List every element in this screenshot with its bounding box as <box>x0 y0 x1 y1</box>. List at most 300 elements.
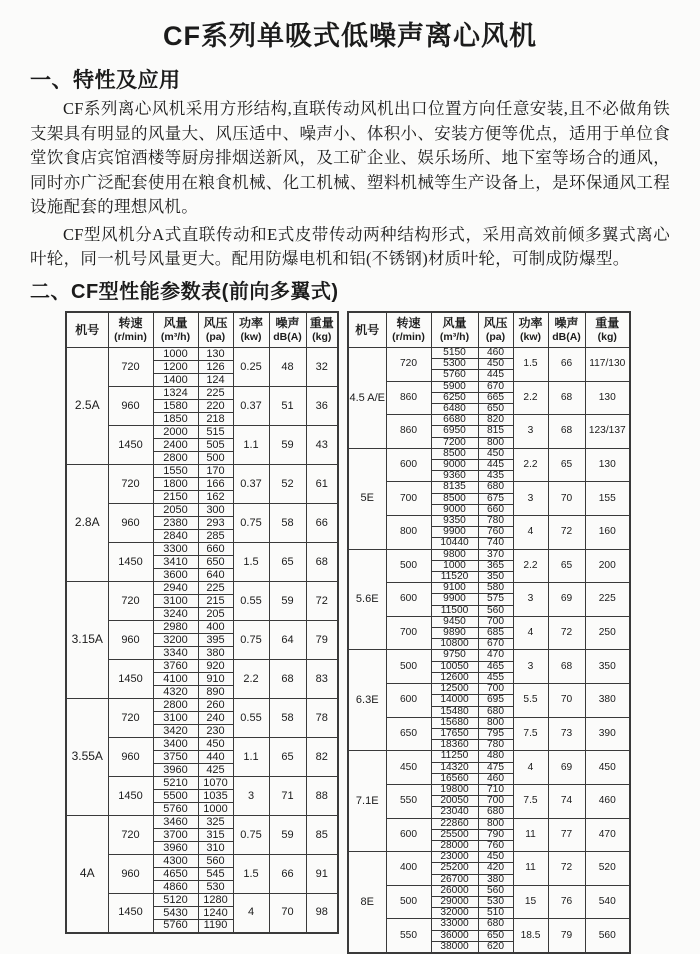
cell-pressure: 365 <box>478 560 513 571</box>
cell-flow: 3750 <box>153 751 198 764</box>
cell-weight: 380 <box>585 684 630 718</box>
cell-pressure: 325 <box>198 816 233 829</box>
cell-pressure: 665 <box>478 392 513 403</box>
cell-pressure: 380 <box>198 647 233 660</box>
cell-speed: 860 <box>386 381 431 415</box>
cell-speed: 450 <box>386 751 431 785</box>
cell-pressure: 450 <box>478 852 513 863</box>
column-header: 重量 (kg) <box>306 312 338 348</box>
cell-flow: 3600 <box>153 569 198 582</box>
cell-weight: 78 <box>306 699 338 738</box>
cell-power: 11 <box>513 818 548 852</box>
cell-noise: 69 <box>548 751 585 785</box>
cell-weight: 520 <box>585 852 630 886</box>
cell-pressure: 218 <box>198 413 233 426</box>
cell-flow: 5210 <box>153 777 198 790</box>
cell-noise: 68 <box>548 381 585 415</box>
cell-power: 1.1 <box>233 426 269 465</box>
cell-pressure: 580 <box>478 583 513 594</box>
cell-flow: 25200 <box>431 863 478 874</box>
cell-model: 4.5 A/E <box>348 348 386 449</box>
cell-pressure: 560 <box>478 885 513 896</box>
cell-flow: 3300 <box>153 543 198 556</box>
cell-pressure: 500 <box>198 452 233 465</box>
cell-weight: 350 <box>585 650 630 684</box>
cell-flow: 38000 <box>431 941 478 953</box>
column-header: 噪声 dB(A) <box>269 312 306 348</box>
cell-pressure: 800 <box>478 437 513 448</box>
cell-power: 2.2 <box>513 549 548 583</box>
cell-flow: 12600 <box>431 672 478 683</box>
cell-flow: 20050 <box>431 796 478 807</box>
cell-flow: 28000 <box>431 840 478 851</box>
cell-speed: 720 <box>386 348 431 382</box>
table-row <box>348 751 630 762</box>
cell-flow: 1400 <box>153 374 198 387</box>
cell-weight: 390 <box>585 717 630 751</box>
cell-flow: 2800 <box>153 452 198 465</box>
cell-weight: 250 <box>585 616 630 650</box>
cell-power: 2.2 <box>513 381 548 415</box>
cell-noise: 59 <box>269 426 306 465</box>
cell-pressure: 780 <box>478 516 513 527</box>
cell-flow: 9000 <box>431 504 478 515</box>
cell-speed: 960 <box>108 738 153 777</box>
cell-flow: 5120 <box>153 894 198 907</box>
cell-flow: 5760 <box>153 803 198 816</box>
section-heading-performance-table: 二、CF型性能参数表(前向多翼式) <box>30 280 339 303</box>
cell-pressure: 400 <box>198 621 233 634</box>
cell-weight: 32 <box>306 348 338 387</box>
cell-power: 7.5 <box>513 784 548 818</box>
cell-pressure: 440 <box>198 751 233 764</box>
table-header-row <box>348 312 630 348</box>
cell-flow: 9750 <box>431 650 478 661</box>
cell-speed: 960 <box>108 387 153 426</box>
cell-pressure: 170 <box>198 465 233 478</box>
cell-pressure: 560 <box>478 605 513 616</box>
cell-pressure: 545 <box>198 868 233 881</box>
performance-table-left <box>65 311 339 934</box>
cell-power: 15 <box>513 885 548 919</box>
cell-pressure: 505 <box>198 439 233 452</box>
table-row <box>348 583 630 594</box>
cell-flow: 12500 <box>431 684 478 695</box>
table-row <box>66 465 338 478</box>
column-header: 风量 (m³/h) <box>431 312 478 348</box>
cell-flow: 5900 <box>431 381 478 392</box>
page-title: CF系列单吸式低噪声离心风机 <box>163 21 537 51</box>
cell-pressure: 640 <box>198 569 233 582</box>
cell-model: 8E <box>348 852 386 953</box>
cell-flow: 7200 <box>431 437 478 448</box>
table-row <box>348 717 630 728</box>
cell-flow: 9450 <box>431 616 478 627</box>
cell-weight: 43 <box>306 426 338 465</box>
table-header-row <box>66 312 338 348</box>
cell-power: 7.5 <box>513 717 548 751</box>
cell-flow: 3100 <box>153 595 198 608</box>
cell-pressure: 1240 <box>198 907 233 920</box>
cell-flow: 1324 <box>153 387 198 400</box>
cell-pressure: 650 <box>478 404 513 415</box>
cell-pressure: 455 <box>478 672 513 683</box>
column-header: 风压 (pa) <box>478 312 513 348</box>
cell-power: 0.55 <box>233 699 269 738</box>
cell-flow: 6480 <box>431 404 478 415</box>
cell-model: 2.5A <box>66 348 108 465</box>
cell-pressure: 1190 <box>198 920 233 933</box>
cell-pressure: 420 <box>478 863 513 874</box>
table-row <box>348 348 630 359</box>
cell-flow: 9350 <box>431 516 478 527</box>
cell-noise: 70 <box>548 684 585 718</box>
cell-weight: 36 <box>306 387 338 426</box>
cell-pressure: 435 <box>478 471 513 482</box>
column-header: 重量 (kg) <box>585 312 630 348</box>
cell-model: 4A <box>66 816 108 933</box>
cell-flow: 4320 <box>153 686 198 699</box>
cell-pressure: 480 <box>478 751 513 762</box>
cell-speed: 1450 <box>108 426 153 465</box>
cell-flow: 9000 <box>431 460 478 471</box>
cell-speed: 720 <box>108 348 153 387</box>
cell-weight: 450 <box>585 751 630 785</box>
cell-pressure: 620 <box>478 941 513 953</box>
cell-pressure: 450 <box>478 359 513 370</box>
cell-pressure: 650 <box>478 930 513 941</box>
cell-noise: 65 <box>548 549 585 583</box>
cell-speed: 720 <box>108 816 153 855</box>
cell-pressure: 920 <box>198 660 233 673</box>
cell-pressure: 460 <box>478 773 513 784</box>
cell-flow: 3340 <box>153 647 198 660</box>
cell-flow: 2150 <box>153 491 198 504</box>
cell-pressure: 530 <box>198 881 233 894</box>
cell-power: 0.55 <box>233 582 269 621</box>
cell-pressure: 700 <box>478 796 513 807</box>
cell-flow: 15680 <box>431 717 478 728</box>
cell-flow: 8500 <box>431 493 478 504</box>
cell-pressure: 220 <box>198 400 233 413</box>
cell-noise: 68 <box>269 660 306 699</box>
cell-pressure: 680 <box>478 919 513 930</box>
column-header: 风压 (pa) <box>198 312 233 348</box>
cell-pressure: 800 <box>478 717 513 728</box>
cell-flow: 8135 <box>431 482 478 493</box>
cell-speed: 600 <box>386 684 431 718</box>
cell-noise: 58 <box>269 504 306 543</box>
column-header: 噪声 dB(A) <box>548 312 585 348</box>
cell-weight: 123/137 <box>585 415 630 449</box>
cell-noise: 73 <box>548 717 585 751</box>
column-header: 风量 (m³/h) <box>153 312 198 348</box>
cell-weight: 117/130 <box>585 348 630 382</box>
cell-noise: 68 <box>548 650 585 684</box>
cell-flow: 6680 <box>431 415 478 426</box>
cell-flow: 9900 <box>431 527 478 538</box>
cell-pressure: 225 <box>198 387 233 400</box>
cell-flow: 10050 <box>431 661 478 672</box>
cell-flow: 2840 <box>153 530 198 543</box>
features-paragraph-1: CF系列离心风机采用方形结构,直联传动风机出口位置方向任意安装,且不必做角铁支架具有明显的风量大、风压适中、噪声小、体积小、安装方便等优点，适用于单位食堂饮食店宾馆酒楼等厨房排烟送新风，及工矿企业、娱乐场所、地下室等场合的通风，同时亦广泛配套使用在粮食机械、化工机械、塑料机械等生产设备上，是环保通风工程设施配套的理想风机。 <box>30 99 670 216</box>
cell-speed: 550 <box>386 919 431 953</box>
table-row <box>348 516 630 527</box>
cell-noise: 65 <box>548 448 585 482</box>
performance-table-right <box>347 311 631 954</box>
cell-noise: 58 <box>269 699 306 738</box>
cell-noise: 69 <box>548 583 585 617</box>
cell-flow: 9800 <box>431 549 478 560</box>
cell-flow: 8500 <box>431 448 478 459</box>
cell-weight: 91 <box>306 855 338 894</box>
cell-speed: 650 <box>386 717 431 751</box>
cell-pressure: 225 <box>198 582 233 595</box>
cell-pressure: 465 <box>478 661 513 672</box>
cell-pressure: 425 <box>198 764 233 777</box>
cell-power: 0.75 <box>233 621 269 660</box>
cell-pressure: 293 <box>198 517 233 530</box>
cell-pressure: 445 <box>478 370 513 381</box>
table-row <box>66 348 338 361</box>
cell-flow: 6950 <box>431 426 478 437</box>
cell-model: 3.55A <box>66 699 108 816</box>
cell-flow: 5760 <box>431 370 478 381</box>
cell-pressure: 470 <box>478 650 513 661</box>
cell-pressure: 510 <box>478 908 513 919</box>
cell-flow: 9890 <box>431 628 478 639</box>
cell-pressure: 445 <box>478 460 513 471</box>
cell-flow: 4100 <box>153 673 198 686</box>
cell-pressure: 450 <box>478 448 513 459</box>
cell-pressure: 780 <box>478 740 513 751</box>
cell-flow: 3960 <box>153 842 198 855</box>
cell-noise: 71 <box>269 777 306 816</box>
cell-pressure: 475 <box>478 762 513 773</box>
cell-power: 2.2 <box>233 660 269 699</box>
cell-pressure: 575 <box>478 594 513 605</box>
cell-noise: 66 <box>269 855 306 894</box>
cell-speed: 600 <box>386 583 431 617</box>
cell-flow: 2380 <box>153 517 198 530</box>
cell-flow: 10440 <box>431 538 478 549</box>
cell-power: 0.37 <box>233 465 269 504</box>
cell-pressure: 515 <box>198 426 233 439</box>
cell-speed: 400 <box>386 852 431 886</box>
cell-pressure: 790 <box>478 829 513 840</box>
column-header: 转速 (r/min) <box>108 312 153 348</box>
column-header: 功率 (kw) <box>233 312 269 348</box>
cell-model: 5.6E <box>348 549 386 650</box>
cell-model: 3.15A <box>66 582 108 699</box>
cell-flow: 14000 <box>431 695 478 706</box>
cell-flow: 3420 <box>153 725 198 738</box>
table-row <box>348 549 630 560</box>
cell-weight: 85 <box>306 816 338 855</box>
cell-noise: 64 <box>269 621 306 660</box>
cell-pressure: 300 <box>198 504 233 517</box>
cell-flow: 5300 <box>431 359 478 370</box>
cell-power: 1.5 <box>513 348 548 382</box>
cell-noise: 48 <box>269 348 306 387</box>
cell-flow: 9900 <box>431 594 478 605</box>
cell-pressure: 350 <box>478 572 513 583</box>
cell-flow: 6250 <box>431 392 478 403</box>
table-row <box>348 482 630 493</box>
cell-weight: 79 <box>306 621 338 660</box>
cell-flow: 2800 <box>153 699 198 712</box>
table-row <box>348 650 630 661</box>
cell-flow: 3700 <box>153 829 198 842</box>
cell-flow: 2400 <box>153 439 198 452</box>
cell-pressure: 124 <box>198 374 233 387</box>
cell-noise: 59 <box>269 582 306 621</box>
cell-weight: 82 <box>306 738 338 777</box>
table-row <box>66 582 338 595</box>
cell-flow: 26000 <box>431 885 478 896</box>
cell-flow: 29000 <box>431 896 478 907</box>
cell-noise: 74 <box>548 784 585 818</box>
cell-speed: 1450 <box>108 894 153 933</box>
cell-model: 7.1E <box>348 751 386 852</box>
cell-flow: 1580 <box>153 400 198 413</box>
cell-speed: 960 <box>108 855 153 894</box>
cell-speed: 500 <box>386 650 431 684</box>
cell-flow: 9360 <box>431 471 478 482</box>
cell-pressure: 285 <box>198 530 233 543</box>
cell-flow: 1550 <box>153 465 198 478</box>
cell-flow: 3960 <box>153 764 198 777</box>
cell-pressure: 685 <box>478 628 513 639</box>
cell-flow: 1000 <box>431 560 478 571</box>
column-header: 机号 <box>66 312 108 348</box>
cell-pressure: 890 <box>198 686 233 699</box>
cell-power: 0.37 <box>233 387 269 426</box>
cell-pressure: 230 <box>198 725 233 738</box>
cell-power: 3 <box>513 583 548 617</box>
cell-flow: 33000 <box>431 919 478 930</box>
cell-flow: 15480 <box>431 706 478 717</box>
cell-flow: 2000 <box>153 426 198 439</box>
cell-noise: 68 <box>548 415 585 449</box>
cell-speed: 1450 <box>108 660 153 699</box>
cell-flow: 5500 <box>153 790 198 803</box>
table-row <box>348 448 630 459</box>
cell-flow: 3760 <box>153 660 198 673</box>
cell-model: 5E <box>348 448 386 549</box>
cell-flow: 16560 <box>431 773 478 784</box>
cell-pressure: 700 <box>478 684 513 695</box>
cell-power: 3 <box>513 415 548 449</box>
cell-power: 4 <box>513 516 548 550</box>
cell-power: 3 <box>233 777 269 816</box>
cell-model: 6.3E <box>348 650 386 751</box>
cell-pressure: 760 <box>478 840 513 851</box>
cell-pressure: 315 <box>198 829 233 842</box>
cell-power: 4 <box>513 751 548 785</box>
cell-flow: 1850 <box>153 413 198 426</box>
table-row <box>66 699 338 712</box>
cell-flow: 2940 <box>153 582 198 595</box>
cell-power: 3 <box>513 650 548 684</box>
cell-flow: 9100 <box>431 583 478 594</box>
cell-weight: 61 <box>306 465 338 504</box>
cell-speed: 960 <box>108 504 153 543</box>
cell-speed: 700 <box>386 482 431 516</box>
cell-noise: 77 <box>548 818 585 852</box>
column-header: 功率 (kw) <box>513 312 548 348</box>
cell-pressure: 660 <box>478 504 513 515</box>
cell-flow: 3400 <box>153 738 198 751</box>
cell-flow: 5760 <box>153 920 198 933</box>
cell-noise: 79 <box>548 919 585 953</box>
cell-pressure: 1000 <box>198 803 233 816</box>
cell-power: 4 <box>233 894 269 933</box>
cell-weight: 68 <box>306 543 338 582</box>
cell-speed: 700 <box>386 616 431 650</box>
cell-power: 1.5 <box>233 543 269 582</box>
cell-pressure: 760 <box>478 527 513 538</box>
cell-power: 1.1 <box>233 738 269 777</box>
cell-speed: 800 <box>386 516 431 550</box>
cell-flow: 1000 <box>153 348 198 361</box>
cell-noise: 66 <box>548 348 585 382</box>
cell-flow: 11250 <box>431 751 478 762</box>
cell-flow: 4300 <box>153 855 198 868</box>
cell-pressure: 460 <box>478 348 513 359</box>
table-row <box>348 616 630 627</box>
cell-flow: 4650 <box>153 868 198 881</box>
cell-noise: 52 <box>269 465 306 504</box>
cell-pressure: 815 <box>478 426 513 437</box>
cell-power: 18.5 <box>513 919 548 953</box>
cell-flow: 3240 <box>153 608 198 621</box>
cell-pressure: 710 <box>478 784 513 795</box>
cell-flow: 17650 <box>431 728 478 739</box>
table-row <box>348 684 630 695</box>
cell-noise: 76 <box>548 885 585 919</box>
cell-pressure: 215 <box>198 595 233 608</box>
cell-flow: 1200 <box>153 361 198 374</box>
table-row <box>348 415 630 426</box>
cell-noise: 70 <box>269 894 306 933</box>
cell-power: 5.5 <box>513 684 548 718</box>
cell-weight: 540 <box>585 885 630 919</box>
cell-pressure: 660 <box>198 543 233 556</box>
cell-speed: 1450 <box>108 777 153 816</box>
cell-flow: 1800 <box>153 478 198 491</box>
cell-flow: 23000 <box>431 852 478 863</box>
cell-pressure: 740 <box>478 538 513 549</box>
cell-speed: 550 <box>386 784 431 818</box>
cell-flow: 2980 <box>153 621 198 634</box>
cell-flow: 25500 <box>431 829 478 840</box>
cell-pressure: 530 <box>478 896 513 907</box>
cell-power: 0.75 <box>233 504 269 543</box>
cell-weight: 66 <box>306 504 338 543</box>
cell-noise: 72 <box>548 852 585 886</box>
cell-power: 0.25 <box>233 348 269 387</box>
cell-flow: 10800 <box>431 639 478 650</box>
cell-flow: 4860 <box>153 881 198 894</box>
cell-weight: 160 <box>585 516 630 550</box>
cell-speed: 860 <box>386 415 431 449</box>
cell-pressure: 130 <box>198 348 233 361</box>
table-row <box>66 816 338 829</box>
cell-pressure: 680 <box>478 482 513 493</box>
cell-speed: 600 <box>386 818 431 852</box>
cell-speed: 500 <box>386 549 431 583</box>
